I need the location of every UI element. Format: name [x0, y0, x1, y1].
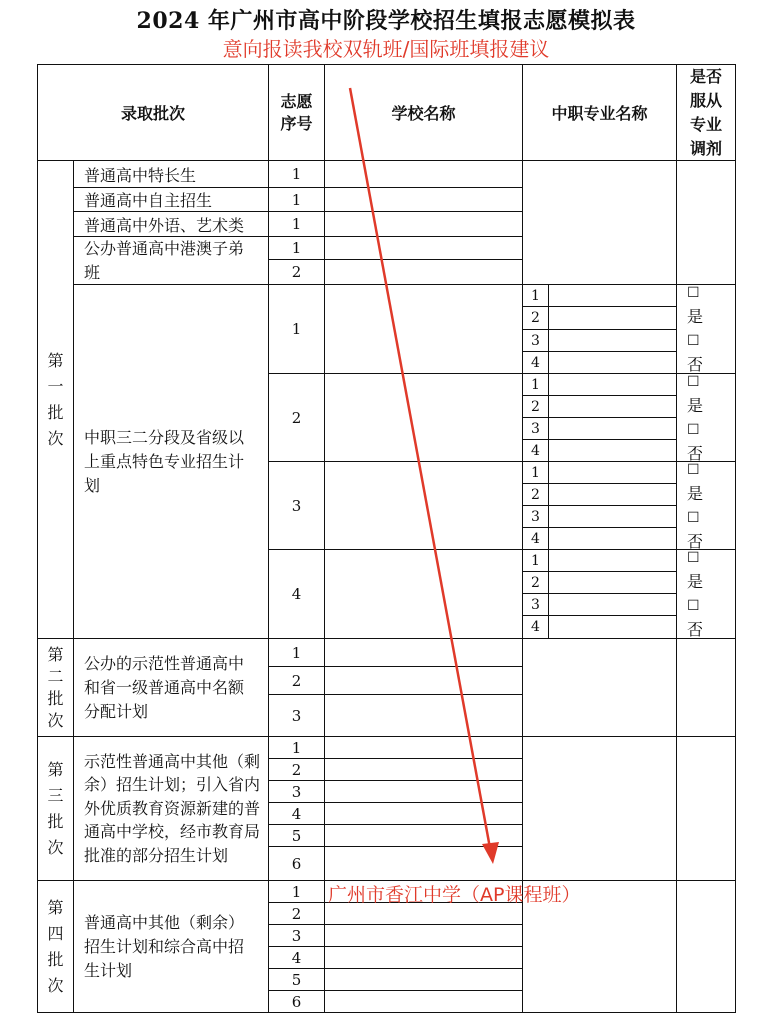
yes-option[interactable]: ☐ 是	[687, 546, 703, 594]
category-vocational: 中职三二分段及省级以上重点特色专业招生计划	[84, 427, 245, 495]
school-annotation: 广州市香江中学（AP课程班）	[328, 884, 581, 906]
major-number: 2	[531, 486, 540, 503]
batch-third-label: 第三批次	[47, 759, 64, 857]
order-number: 1	[291, 320, 302, 338]
order-number: 2	[291, 263, 302, 281]
header-adjust: 是否服从专业调剂	[689, 66, 722, 158]
order-number: 1	[291, 643, 302, 662]
header-batch: 录取批次	[120, 104, 185, 123]
major-number: 4	[531, 442, 540, 459]
order-number: 3	[291, 496, 302, 515]
order-number: 2	[291, 904, 302, 923]
no-option[interactable]: ☐ 否	[687, 329, 703, 377]
checkbox-icon: ☐	[687, 333, 700, 349]
checkbox-icon: ☐	[687, 421, 700, 438]
adjust-choice[interactable]	[677, 550, 735, 638]
order-number: 5	[291, 826, 302, 845]
major-number: 1	[531, 287, 540, 304]
category-specialty: 普通高中特长生	[84, 165, 197, 185]
no-option[interactable]: ☐ 否	[687, 418, 703, 466]
major-number: 3	[531, 332, 540, 349]
order-number: 1	[291, 882, 302, 901]
no-option[interactable]: ☐ 否	[687, 506, 703, 554]
checkbox-icon: ☐	[687, 598, 700, 614]
order-number: 5	[291, 970, 302, 989]
order-number: 6	[291, 854, 302, 873]
page-title: 2024 年广州市高中阶段学校招生填报志愿模拟表	[136, 8, 636, 34]
order-number: 2	[291, 408, 302, 427]
major-number: 2	[531, 310, 540, 326]
major-number: 3	[531, 420, 540, 437]
category-language-art: 普通高中外语、艺术类	[84, 215, 245, 235]
adjust-choice[interactable]	[677, 462, 735, 549]
checkbox-icon: ☐	[687, 461, 700, 478]
order-number: 1	[291, 190, 302, 209]
major-number: 4	[531, 354, 540, 371]
major-number: 2	[531, 398, 540, 415]
header-major: 中职专业名称	[551, 104, 648, 123]
order-number: 6	[291, 992, 302, 1011]
major-number: 3	[531, 596, 540, 613]
major-number: 1	[531, 552, 540, 569]
batch-first-label: 第一批次	[47, 350, 64, 448]
category-comprehensive: 普通高中其他（剩余）招生计划和综合高中招生计划	[84, 912, 245, 980]
major-number: 4	[531, 530, 540, 547]
order-number: 3	[291, 926, 302, 945]
order-number: 4	[291, 585, 302, 603]
yes-option[interactable]: ☐ 是	[687, 281, 703, 329]
annotation-arrow	[350, 88, 499, 864]
checkbox-icon: ☐	[687, 550, 700, 566]
order-number: 2	[291, 760, 302, 779]
category-remaining: 示范性普通高中其他（剩余）招生计划；引入省内外优质教育资源新建的普通高中学校，经市教育局批准的部分招生计划	[84, 751, 261, 865]
order-number: 1	[291, 165, 302, 183]
order-number: 1	[291, 239, 302, 257]
order-number: 2	[291, 671, 302, 690]
header-order: 志愿序号	[280, 91, 313, 133]
major-number: 1	[531, 376, 540, 393]
major-number: 3	[531, 508, 540, 525]
header-school: 学校名称	[391, 104, 456, 123]
order-number: 1	[291, 738, 302, 757]
order-number: 1	[291, 215, 302, 233]
order-number: 3	[291, 706, 302, 725]
batch-second-label: 第二批次	[47, 644, 64, 730]
order-number: 4	[291, 948, 302, 967]
category-hk-macau: 公办普通高中港澳子弟班	[84, 238, 245, 282]
adjust-choice[interactable]	[677, 285, 735, 373]
major-number: 4	[531, 619, 540, 635]
page-subtitle: 意向报读我校双轨班/国际班填报建议	[222, 37, 550, 61]
adjust-choice[interactable]	[677, 374, 735, 461]
category-quota: 公办的示范性普通高中和省一级普通高中名额分配计划	[84, 653, 245, 721]
order-number: 4	[291, 804, 302, 823]
yes-option[interactable]: ☐ 是	[687, 370, 703, 418]
major-number: 1	[531, 464, 540, 481]
checkbox-icon: ☐	[687, 509, 700, 526]
yes-option[interactable]: ☐ 是	[687, 458, 703, 506]
no-option[interactable]: ☐ 否	[687, 594, 703, 642]
checkbox-icon: ☐	[687, 373, 700, 390]
category-independent: 普通高中自主招生	[84, 191, 213, 210]
order-number: 3	[291, 782, 302, 801]
checkbox-icon: ☐	[687, 285, 700, 301]
major-number: 2	[531, 574, 540, 591]
batch-fourth-label: 第四批次	[47, 897, 64, 995]
